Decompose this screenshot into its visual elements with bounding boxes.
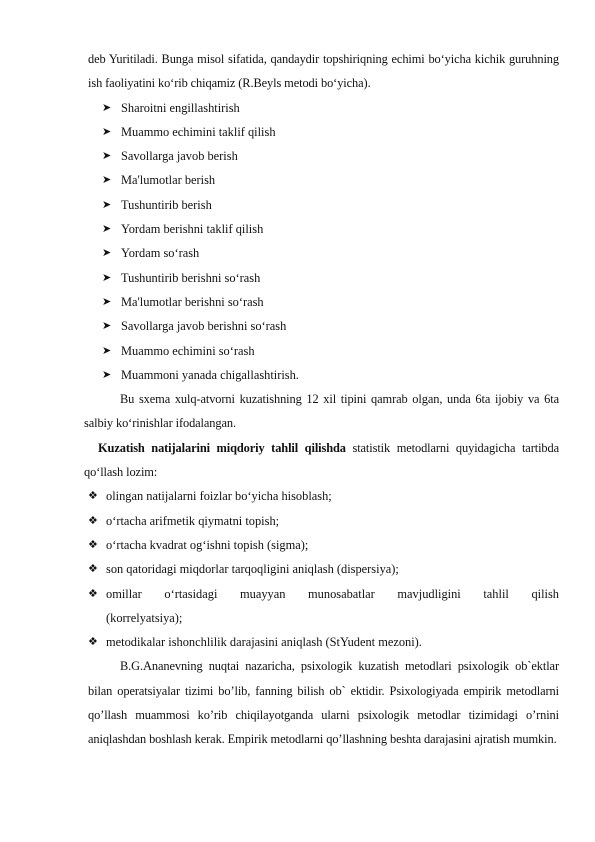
list-item: ➤ Ma'lumotlar berishni so‘rash xyxy=(0,290,595,314)
list-item: ➤ Savollarga javob berish xyxy=(0,144,595,168)
arrow-bullet-icon: ➤ xyxy=(102,173,112,187)
list-item: ➤ Muammoni yanada chigallashtirish. xyxy=(0,363,595,387)
list-item: ➤ Sharoitni engillashtirish xyxy=(0,96,595,120)
arrow-bullet-icon: ➤ xyxy=(102,100,112,114)
arrow-bullet-icon: ➤ xyxy=(102,124,112,138)
arrow-bullet-icon: ➤ xyxy=(102,222,112,236)
list-item: ❖ metodikalar ishonchlilik darajasini aniqlash (StYudent mezoni). xyxy=(0,630,595,654)
list-item: ➤ Muammo echimini taklif qilish xyxy=(0,120,595,144)
list-item: ❖ o‘rtacha arifmetik qiymatni topish; xyxy=(0,509,595,533)
arrow-bullet-icon: ➤ xyxy=(102,343,112,357)
intro-paragraph: deb Yuritiladi. Bunga misol sifatida, qandaydir topshiriqning echimi bo‘yicha kichik guruhning ish faoliyatini ko‘rib chiqamiz (R.Beyls metodi bo‘yicha). xyxy=(88,52,559,91)
list-item: ❖ son qatoridagi miqdorlar tarqoqligini aniqlash (dispersiya); xyxy=(0,557,595,581)
list-item: ❖ o‘rtacha kvadrat og‘ishni topish (sigma); xyxy=(0,533,595,557)
list-item: ➤ Tushuntirib berishni so‘rash xyxy=(0,266,595,290)
diamond-bullet-icon: ❖ xyxy=(88,635,98,649)
list-item: ❖ omillar o‘rtasidagi muayyan munosabatlar mavjudligini tahlil qilish xyxy=(0,582,595,606)
list-item: ➤ Yordam so‘rash xyxy=(0,241,595,265)
diamond-bullet-icon: ❖ xyxy=(88,562,98,576)
beyls-method-list xyxy=(0,96,595,388)
arrow-bullet-icon: ➤ xyxy=(102,149,112,163)
arrow-bullet-icon: ➤ xyxy=(102,246,112,260)
final-paragraph: B.G.Ananevning nuqtai nazaricha, psixologik kuzatish metodlari psixologik ob`ektlar bilan operatsiyalar tizimi bo’lib, fanning bilish ob` ektidir. Psixologiyada empirik metodlarni qo’llash muammosi ko’rib chiqilayotganda ularni psixologik metodlar tizimidagi o’rnini aniqlashdan boshlash kerak. Empirik metodlarni qo’llashning beshta darajasini ajratish mumkin. xyxy=(88,659,559,747)
list-item: ❖ olingan natijalarni foizlar bo‘yicha hisoblash; xyxy=(0,484,595,508)
list-item: ➤ Muammo echimini so‘rash xyxy=(0,339,595,363)
list-item: ➤ Savollarga javob berishni so‘rash xyxy=(0,314,595,338)
list-item: ➤ Yordam berishni taklif qilish xyxy=(0,217,595,241)
arrow-bullet-icon: ➤ xyxy=(102,319,112,333)
list-item: ➤ Ma'lumotlar berish xyxy=(0,168,595,192)
document-page xyxy=(0,47,595,752)
statistics-steps-list xyxy=(0,484,595,654)
arrow-bullet-icon: ➤ xyxy=(102,294,112,308)
arrow-bullet-icon: ➤ xyxy=(102,197,112,211)
list-item-continuation: (korrelyatsiya); xyxy=(106,610,183,625)
diamond-bullet-icon: ❖ xyxy=(88,489,98,503)
arrow-bullet-icon: ➤ xyxy=(102,270,112,284)
diamond-bullet-icon: ❖ xyxy=(88,537,98,551)
stats-intro-bold: Kuzatish natijalarini miqdoriy tahlil qilishda xyxy=(98,440,346,455)
diamond-bullet-icon: ❖ xyxy=(88,586,98,600)
diamond-bullet-icon: ❖ xyxy=(88,513,98,527)
arrow-bullet-icon: ➤ xyxy=(102,367,112,381)
list-item: ➤ Tushuntirib berish xyxy=(0,193,595,217)
stats-intro-rest: statistik metodlarni quyidagicha tartibda qo‘llash lozim: xyxy=(84,440,559,480)
stats-intro-paragraph xyxy=(0,436,595,485)
scheme-paragraph: Bu sxema xulq-atvorni kuzatishning 12 xil tipini qamrab olgan, unda 6ta ijobiy va 6ta salbiy ko‘rinishlar ifodalangan. xyxy=(84,392,559,431)
